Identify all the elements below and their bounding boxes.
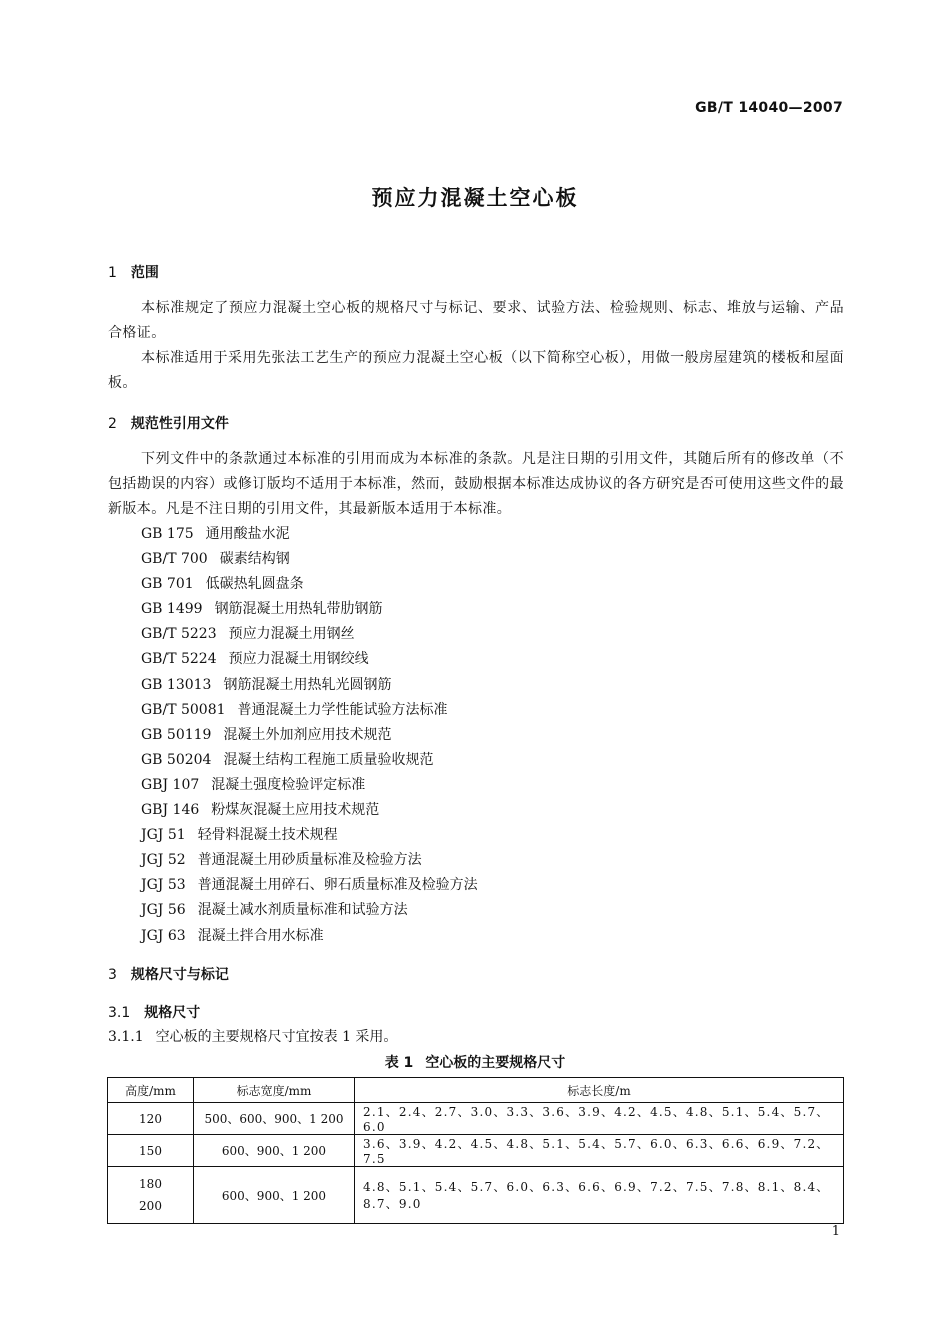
height-value: 200: [139, 1199, 162, 1213]
reference-code: GB 175: [141, 526, 194, 542]
reference-code: GB 50204: [141, 751, 212, 768]
subsection-title: 规格尺寸: [144, 1005, 201, 1021]
table-caption-text: 空心板的主要规格尺寸: [425, 1055, 566, 1071]
height-value: 180: [139, 1177, 162, 1191]
clause-3-1-1: [108, 1026, 397, 1046]
reference-title: 混凝土拌合用水标准: [197, 927, 324, 944]
section-title: 范围: [130, 265, 159, 281]
reference-item: [141, 647, 478, 672]
reference-item: [141, 873, 478, 898]
reference-title: 预应力混凝土用钢丝: [228, 626, 355, 643]
reference-title: 混凝土结构工程施工质量验收规范: [223, 751, 434, 768]
reference-item: [141, 597, 478, 622]
reference-item: [141, 673, 478, 698]
length-cell: 3.6、3.9、4.2、4.5、4.8、5.1、5.4、5.7、6.0、6.3、6.6、6.9、7.2、7.5: [355, 1135, 844, 1167]
subsection-number: 3.1: [108, 1005, 131, 1021]
reference-code: GB 1499: [141, 601, 203, 618]
section-2-paragraph: 下列文件中的条款通过本标准的引用而成为本标准的条款。凡是注日期的引用文件，其随后所有的修改单（不包括勘误的内容）或修订版均不适用于本标准，然而，鼓励根据本标准达成协议的各方研究是否可使用这些文件的最新版本。凡是不注日期的引用文件，其最新版本适用于本标准。: [108, 451, 844, 517]
reference-title: 混凝土外加剂应用技术规范: [223, 726, 392, 743]
reference-code: GB/T 5224: [141, 651, 217, 668]
clause-text: 空心板的主要规格尺寸宜按表 1 采用。: [155, 1029, 398, 1045]
width-cell: 500、600、900、1 200: [194, 1103, 355, 1135]
reference-title: 普通混凝土用砂质量标准及检验方法: [197, 852, 422, 869]
table-row: [108, 1135, 844, 1167]
standard-code: GB/T 14040—2007: [695, 100, 843, 116]
normative-references-list: [141, 522, 478, 949]
height-cell: 120: [108, 1103, 194, 1135]
table-row: [108, 1167, 844, 1224]
reference-title: 通用酸盐水泥: [205, 526, 290, 542]
reference-code: JGJ 56: [141, 902, 186, 919]
reference-item: [141, 848, 478, 873]
clause-number: 3.1.1: [108, 1029, 144, 1045]
section-3-heading: [108, 964, 229, 984]
section-title: 规范性引用文件: [130, 416, 229, 432]
section-2-heading: [108, 413, 229, 433]
reference-code: GB/T 700: [141, 551, 208, 568]
section-number: 1: [108, 265, 117, 281]
length-cell: 4.8、5.1、5.4、5.7、6.0、6.3、6.6、6.9、7.2、7.5、7.8、8.1、8.4、8.7、9.0: [355, 1167, 844, 1224]
reference-code: JGJ 63: [141, 927, 186, 944]
reference-title: 钢筋混凝土用热轧光圆钢筋: [223, 676, 392, 693]
table-row: [108, 1103, 844, 1135]
reference-item: [141, 823, 478, 848]
section-title: 规格尺寸与标记: [130, 967, 229, 983]
reference-title: 混凝土强度检验评定标准: [211, 776, 366, 793]
reference-code: JGJ 51: [141, 827, 186, 844]
reference-code: GB/T 5223: [141, 626, 217, 643]
reference-item: [141, 898, 478, 923]
reference-title: 钢筋混凝土用热轧带肋钢筋: [214, 601, 383, 618]
section-number: 3: [108, 967, 117, 983]
reference-code: GBJ 107: [141, 776, 200, 793]
width-cell: 600、900、1 200: [194, 1167, 355, 1224]
column-header: 标志长度/m: [355, 1078, 844, 1103]
reference-item: [141, 798, 478, 823]
reference-title: 低碳热轧圆盘条: [205, 576, 304, 593]
column-header: 标志宽度/mm: [194, 1078, 355, 1103]
reference-item: [141, 622, 478, 647]
reference-code: GB 50119: [141, 726, 212, 743]
reference-code: GBJ 146: [141, 802, 200, 819]
reference-item: [141, 748, 478, 773]
width-cell: 600、900、1 200: [194, 1135, 355, 1167]
specification-table: [107, 1077, 844, 1224]
length-cell: 2.1、2.4、2.7、3.0、3.3、3.6、3.9、4.2、4.5、4.8、5.1、5.4、5.7、6.0: [355, 1103, 844, 1135]
reference-item: [141, 522, 478, 547]
page-number: 1: [831, 1224, 840, 1239]
section-1-heading: [108, 262, 159, 282]
height-cell: [108, 1167, 194, 1224]
table-label: 表 1: [384, 1055, 414, 1071]
section-number: 2: [108, 416, 117, 432]
section-1-paragraph-2: 本标准适用于采用先张法工艺生产的预应力混凝土空心板（以下简称空心板），用做一般房屋建筑的楼板和屋面板。: [108, 350, 844, 391]
reference-code: GB 701: [141, 576, 194, 593]
section-1-paragraph-1: 本标准规定了预应力混凝土空心板的规格尺寸与标记、要求、试验方法、检验规则、标志、堆放与运输、产品合格证。: [108, 300, 844, 341]
reference-item: [141, 723, 478, 748]
reference-code: JGJ 52: [141, 852, 186, 869]
reference-item: [141, 572, 478, 597]
reference-code: GB 13013: [141, 676, 212, 693]
reference-title: 混凝土减水剂质量标准和试验方法: [197, 902, 408, 919]
reference-item: [141, 698, 478, 723]
subsection-3-1-heading: [108, 1002, 200, 1022]
table-caption: [0, 1052, 950, 1072]
reference-title: 普通混凝土力学性能试验方法标准: [237, 701, 448, 718]
reference-title: 普通混凝土用碎石、卵石质量标准及检验方法: [197, 877, 478, 894]
reference-item: [141, 773, 478, 798]
reference-item: [141, 924, 478, 949]
reference-title: 预应力混凝土用钢绞线: [228, 651, 369, 668]
reference-title: 碳素结构钢: [219, 551, 290, 568]
reference-item: [141, 547, 478, 572]
column-header: 高度/mm: [108, 1078, 194, 1103]
reference-title: 轻骨料混凝土技术规程: [197, 827, 338, 844]
reference-code: JGJ 53: [141, 877, 186, 894]
reference-title: 粉煤灰混凝土应用技术规范: [211, 802, 380, 819]
height-cell: 150: [108, 1135, 194, 1167]
document-title: 预应力混凝土空心板: [371, 186, 579, 210]
table-header-row: [108, 1078, 844, 1103]
reference-code: GB/T 50081: [141, 701, 226, 718]
